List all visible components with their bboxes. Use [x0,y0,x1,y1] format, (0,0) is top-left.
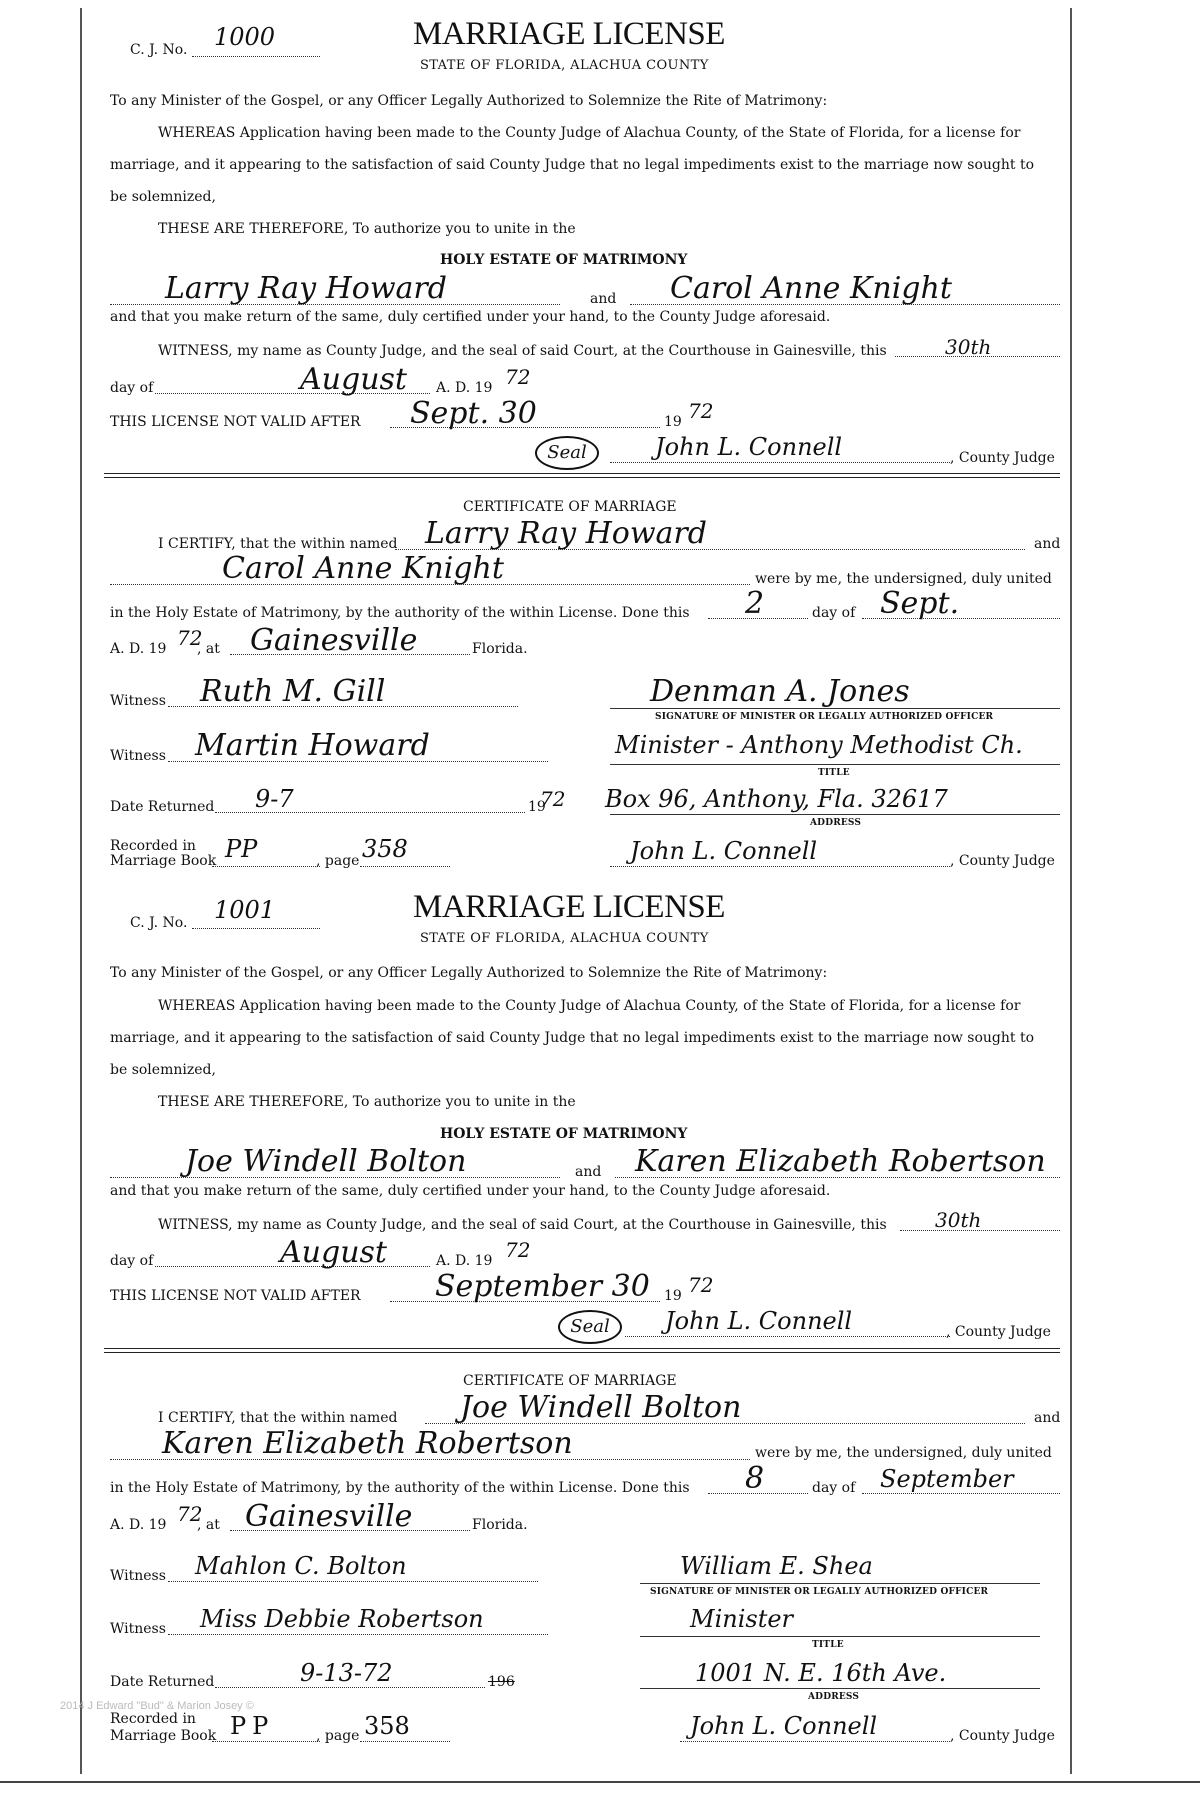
ad-label: A. D. 19 [436,1253,493,1269]
witness-1-line [168,1581,538,1582]
ad-label: A. D. 19 [436,380,493,396]
address-line: To any Minister of the Gospel, or any Officer Legally Authorized to Solemnize the Rite of Matrimony: [110,965,828,981]
not-valid-year: 72 [688,1273,714,1297]
groom-line [110,1177,560,1178]
holy-estate-line: in the Holy Estate of Matrimony, by the authority of the within License. Done this [110,1480,690,1496]
judge-signature-line [610,462,950,463]
cj-number-label: C. J. No. [130,915,188,931]
cert-day-of: day of [812,605,856,621]
recorder-suffix: , County Judge [950,853,1055,869]
cert-groom-line [395,549,1025,550]
bride-name: Carol Anne Knight [670,271,952,306]
recorded-label-2: Marriage Book [110,853,217,869]
license-title: MARRIAGE LICENSE [413,16,725,52]
officer-title: Minister [690,1605,794,1633]
united-label: were by me, the undersigned, duly united [755,571,1052,587]
officer-address: 1001 N. E. 16th Ave. [695,1659,947,1687]
united-label: were by me, the undersigned, duly united [755,1445,1052,1461]
book-line [212,1741,320,1742]
copyright-watermark: 2014 J Edward "Bud" & Marion Josey © [60,1700,254,1712]
page-number: 358 [362,835,408,863]
license-month: August [300,362,407,397]
judge-signature: John L. Connell [655,433,843,461]
seal-text: Seal [570,1316,610,1337]
witness-line: WITNESS, my name as County Judge, and the seal of said Court, at the Courthouse in Gainesville, this [158,343,887,359]
witness-1-name: Mahlon C. Bolton [195,1552,407,1580]
not-valid-year-prefix: 19 [664,414,682,430]
florida-label: Florida. [472,641,528,657]
at-label: , at [197,1517,220,1533]
cert-groom-name: Joe Windell Bolton [460,1390,742,1425]
not-valid-year-prefix: 19 [664,1288,682,1304]
witness-2-line [168,1634,548,1635]
page-label: , page [316,1728,360,1744]
day-of-label: day of [110,1253,154,1269]
done-month: Sept. [880,586,960,621]
done-month-line [862,1493,1060,1494]
address-line: To any Minister of the Gospel, or any Officer Legally Authorized to Solemnize the Rite of Matrimony: [110,93,828,109]
whereas-line-3: be solemnized, [110,1062,216,1078]
license-year: 72 [505,365,531,389]
officer-caption: SIGNATURE OF MINISTER OR LEGALLY AUTHORIZED OFFICER [650,1587,989,1597]
book-line [212,866,320,867]
cert-groom-name: Larry Ray Howard [425,516,707,551]
date-returned-label: Date Returned [110,1674,215,1690]
seal-text: Seal [547,442,587,463]
day-of-label: day of [110,380,154,396]
marriage-book: PP [230,1712,275,1740]
whereas-line-1: WHEREAS Application having been made to the County Judge of Alachua County, of the State of Florida, for a license for [158,125,1021,141]
not-valid-label: THIS LICENSE NOT VALID AFTER [110,1288,361,1304]
county-judge-label: , County Judge [946,1324,1051,1340]
recorded-label-2: Marriage Book [110,1728,217,1744]
page-label: , page [316,853,360,869]
address-caption: ADDRESS [810,818,862,828]
certificate-title: CERTIFICATE OF MARRIAGE [463,499,677,515]
whereas-line-3: be solemnized, [110,189,216,205]
recorded-label-1: Recorded in [110,1711,196,1727]
recorded-label-1: Recorded in [110,838,196,854]
title-caption: TITLE [812,1640,844,1650]
groom-line [110,304,560,305]
cj-number: 1000 [214,23,276,51]
officer-caption: SIGNATURE OF MINISTER OR LEGALLY AUTHORIZED OFFICER [655,712,994,722]
cj-number-line [192,56,320,57]
judge-signature-line [625,1336,950,1337]
license-title: MARRIAGE LICENSE [413,889,725,925]
at-label: , at [197,641,220,657]
cj-number: 1001 [214,896,276,924]
court-seal [558,1310,622,1344]
whereas-line-2: marriage, and it appearing to the satisfaction of said County Judge that no legal impediments exist to the marriage now sought to [110,1030,1034,1046]
cert-bride-line [110,584,750,585]
officer-address: Box 96, Anthony, Fla. 32617 [605,785,948,813]
date-returned: 9-13-72 [300,1659,393,1687]
county-judge-label: , County Judge [950,450,1055,466]
date-returned: 9-7 [255,785,294,813]
title-caption: TITLE [818,768,850,778]
returned-year-prefix: 19 [528,799,546,815]
not-valid-year: 72 [688,399,714,423]
witness-1-name: Ruth M. Gill [200,674,386,709]
page-line [360,866,450,867]
cert-and-word: and [1034,536,1061,552]
whereas-line-1: WHEREAS Application having been made to the County Judge of Alachua County, of the State of Florida, for a license for [158,998,1021,1014]
page-line [360,1741,450,1742]
marriage-book: PP [225,835,258,863]
witness-1-label: Witness [110,1568,166,1584]
page-number: 358 [364,1712,410,1740]
cert-ad-label: A. D. 19 [110,641,167,657]
bride-line [630,304,1060,305]
date-returned-line [215,1687,485,1688]
holy-estate-heading: HOLY ESTATE OF MATRIMONY [440,252,688,268]
cert-and-word: and [1034,1410,1061,1426]
therefore-line: THESE ARE THEREFORE, To authorize you to unite in the [158,221,576,237]
witness-2-name: Miss Debbie Robertson [200,1605,484,1633]
officer-title: Minister - Anthony Methodist Ch. [615,731,1023,759]
license-year: 72 [505,1238,531,1262]
done-day: 2 [745,586,765,621]
cj-number-label: C. J. No. [130,42,188,58]
witness-1-label: Witness [110,693,166,709]
license-month: August [280,1235,387,1270]
cert-groom-line [425,1423,1025,1424]
recorder-suffix: , County Judge [950,1728,1055,1744]
cert-day-of: day of [812,1480,856,1496]
cj-number-line [192,928,320,929]
returned-year: 72 [540,787,566,811]
witness-2-label: Witness [110,748,166,764]
holy-estate-line: in the Holy Estate of Matrimony, by the authority of the within License. Done this [110,605,690,621]
return-line: and that you make return of the same, duly certified under your hand, to the County Judge aforesaid. [110,1183,831,1199]
state-county-line: STATE OF FLORIDA, ALACHUA COUNTY [420,931,709,946]
certify-label: I CERTIFY, that the within named [158,536,398,552]
returned-year-prefix: 196 [488,1674,515,1690]
section-divider [104,1348,1060,1353]
witness-day: 30th [945,335,992,359]
done-year: 72 [177,1502,203,1526]
certificate-title: CERTIFICATE OF MARRIAGE [463,1373,677,1389]
date-returned-label: Date Returned [110,799,215,815]
witness-day: 30th [935,1208,982,1232]
certify-label: I CERTIFY, that the within named [158,1410,398,1426]
recorder-line [610,866,950,867]
witness-2-label: Witness [110,1621,166,1637]
not-valid-date: Sept. 30 [410,396,537,431]
state-county-line: STATE OF FLORIDA, ALACHUA COUNTY [420,58,709,73]
and-word: and [590,291,617,307]
done-day: 8 [745,1461,765,1496]
witness-2-name: Martin Howard [195,728,430,763]
florida-label: Florida. [472,1517,528,1533]
whereas-line-2: marriage, and it appearing to the satisfaction of said County Judge that no legal impediments exist to the marriage now sought to [110,157,1034,173]
holy-estate-heading: HOLY ESTATE OF MATRIMONY [440,1126,688,1142]
cert-bride-name: Karen Elizabeth Robertson [162,1426,573,1461]
and-word: and [575,1164,602,1180]
done-year: 72 [177,626,203,650]
bride-name: Karen Elizabeth Robertson [635,1144,1046,1179]
therefore-line: THESE ARE THEREFORE, To authorize you to unite in the [158,1094,576,1110]
recorder-signature: John L. Connell [630,837,818,865]
recorder-line [680,1741,950,1742]
not-valid-label: THIS LICENSE NOT VALID AFTER [110,414,361,430]
page-bottom-rule [0,1781,1200,1783]
return-line: and that you make return of the same, duly certified under your hand, to the County Judge aforesaid. [110,309,831,325]
officer-signature: William E. Shea [680,1552,873,1580]
address-caption: ADDRESS [808,1692,860,1702]
not-valid-date: September 30 [435,1269,650,1304]
marriage-place: Gainesville [245,1499,413,1534]
done-month: September [880,1465,1014,1493]
recorder-signature: John L. Connell [690,1712,878,1740]
section-divider [104,473,1060,478]
cert-bride-name: Carol Anne Knight [222,551,504,586]
marriage-place: Gainesville [250,623,418,658]
cert-ad-label: A. D. 19 [110,1517,167,1533]
officer-signature: Denman A. Jones [650,674,910,709]
judge-signature: John L. Connell [665,1307,853,1335]
groom-name: Larry Ray Howard [165,271,447,306]
groom-name: Joe Windell Bolton [185,1144,467,1179]
cert-bride-line [110,1459,750,1460]
bride-line [615,1177,1060,1178]
witness-line: WITNESS, my name as County Judge, and the seal of said Court, at the Courthouse in Gainesville, this [158,1217,887,1233]
court-seal [535,436,599,470]
